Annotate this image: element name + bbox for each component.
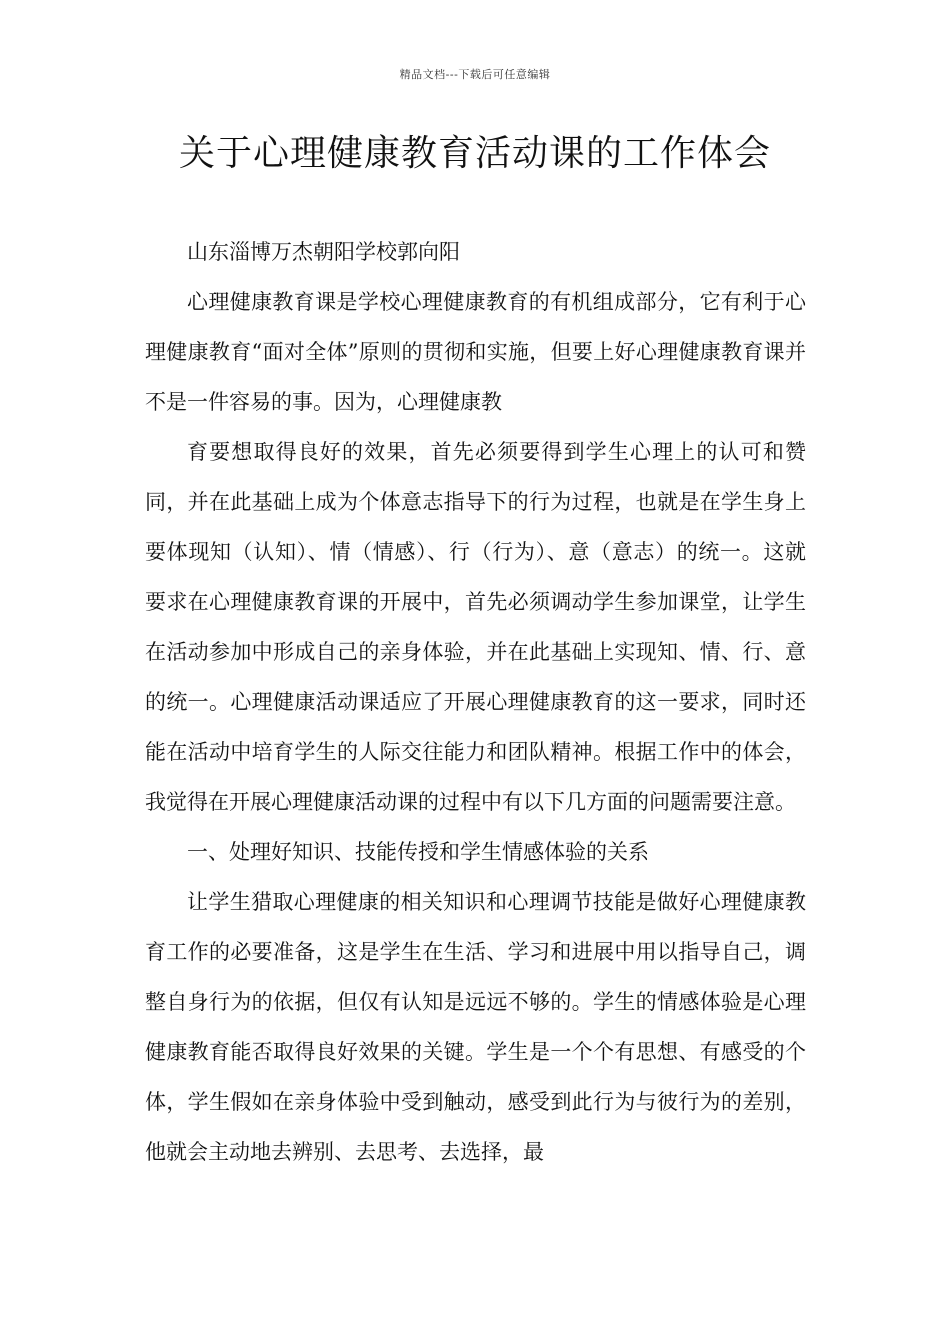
document-body	[145, 227, 806, 1177]
paragraph: 心理健康教育课是学校心理健康教育的有机组成部分，它有利于心理健康教育“面对全体”原则的贯彻和实施，但要上好心理健康教育课并不是一件容易的事。因为，心理健康教	[145, 290, 806, 414]
paragraph: 育要想取得良好的效果，首先必须要得到学生心理上的认可和赞同，并在此基础上成为个体意志指导下的行为过程，也就是在学生身上要体现知（认知）、情（情感）、行（行为）、意（意志）的统一。这就要求在心理健康教育课的开展中，首先必须调动学生参加课堂，让学生在活动参加中形成自己的亲身体验，并在此基础上实现知、情、行、意的统一。心理健康活动课适应了开展心理健康教育的这一要求，同时还能在活动中培育学生的人际交往能力和团队精神。根据工作中的体会，我觉得在开展心理健康活动课的过程中有以下几方面的问题需要注意。	[145, 440, 806, 814]
running-header: 精品文档---下载后可任意编辑	[399, 68, 551, 81]
section-heading: 一、处理好知识、技能传授和学生情感体验的关系	[187, 840, 649, 864]
paragraph: 让学生猎取心理健康的相关知识和心理调节技能是做好心理健康教育工作的必要准备，这是学生在生活、学习和进展中用以指导自己，调整自身行为的依据，但仅有认知是远远不够的。学生的情感体验是心理健康教育能否取得良好效果的关键。学生是一个个有思想、有感受的个体，学生假如在亲身体验中受到触动，感受到此行为与彼行为的差别，他就会主动地去辨别、去思考、去选择，最	[145, 890, 806, 1164]
author-line: 山东淄博万杰朝阳学校郭向阳	[187, 240, 460, 264]
document-title: 关于心理健康教育活动课的工作体会	[178, 133, 771, 174]
